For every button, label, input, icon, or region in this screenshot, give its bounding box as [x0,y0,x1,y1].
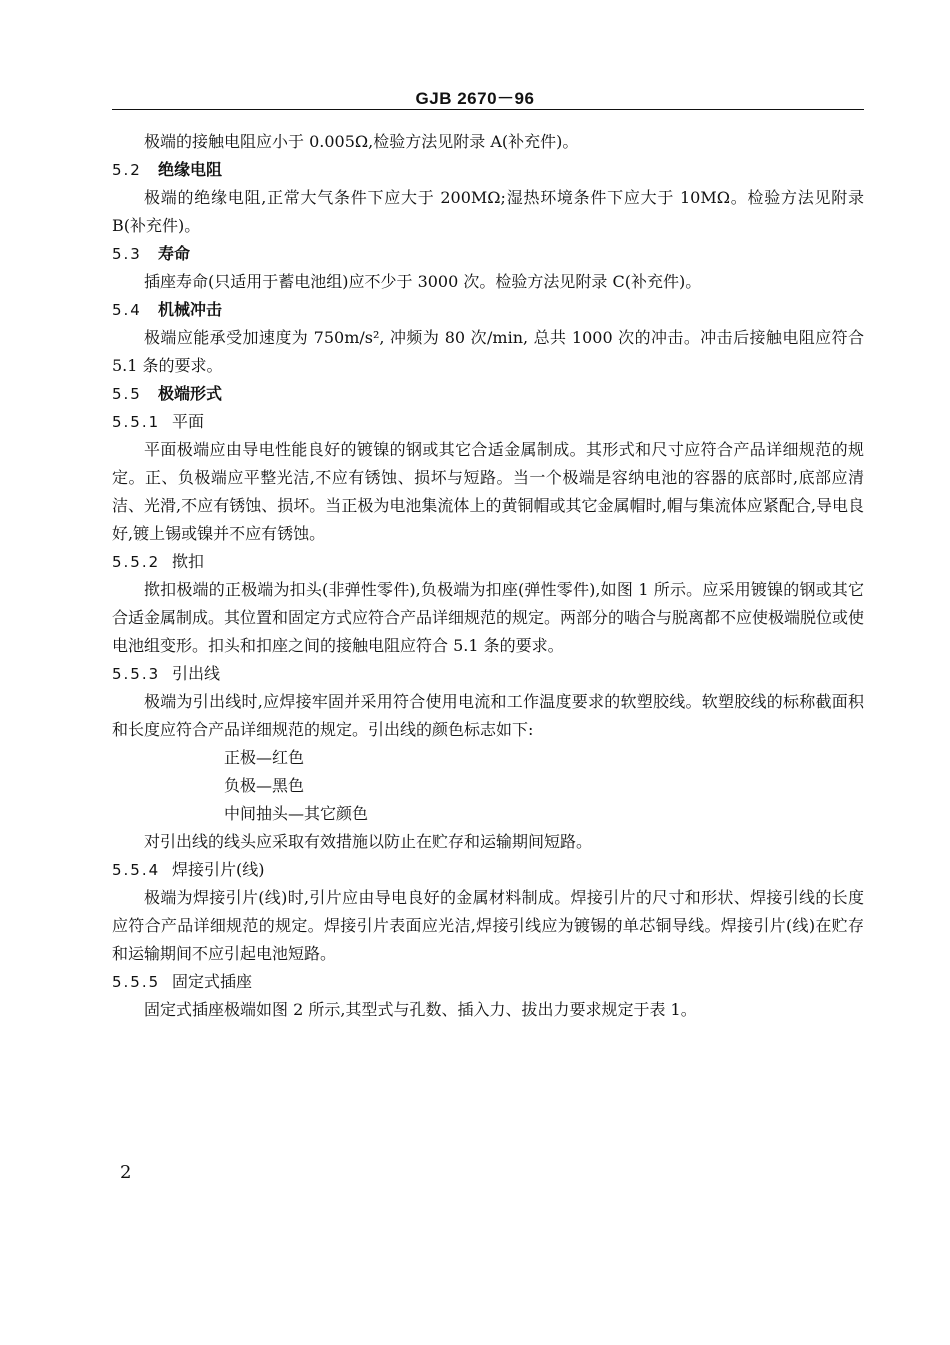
section-number: 5.2 [112,161,142,179]
color-item-tap: 中间抽头—其它颜色 [224,804,369,823]
section-5-5-heading [112,380,864,408]
section-5-5-3-heading [112,660,864,688]
paragraph-contact-resistance: 极端的接触电阻应小于 0.005Ω,检验方法见附录 A(补充件)。 [144,132,579,151]
section-title: 绝缘电阻 [158,160,223,179]
section-number: 5.3 [112,245,142,263]
paragraph-5-5-3: 极端为引出线时,应焊接牢固并采用符合使用电流和工作温度要求的软塑胶线。软塑胶线的标称截面积和长度应符合产品详细规范的规定。引出线的颜色标志如下: [112,692,864,739]
header-rule [112,109,864,110]
section-title: 揿扣 [172,552,205,571]
section-title: 机械冲击 [158,300,223,319]
section-number: 5.5.1 [112,413,161,431]
section-number: 5.5.2 [112,553,161,571]
section-5-5-1-heading [112,408,864,436]
section-title: 平面 [172,412,205,431]
section-title: 焊接引片(线) [172,860,265,879]
section-number: 5.5.5 [112,973,161,991]
page-content [112,128,864,1024]
color-item-negative: 负极—黑色 [224,776,305,795]
section-title: 引出线 [172,664,221,683]
paragraph-5-5-4: 极端为焊接引片(线)时,引片应由导电良好的金属材料制成。焊接引片的尺寸和形状、焊接引线的长度应符合产品详细规范的规定。焊接引片表面应光洁,焊接引线应为镀锡的单芯铜导线。焊接引片(线)在贮存和运输期间不应引起电池短路。 [112,888,864,963]
paragraph-5-2: 极端的绝缘电阻,正常大气条件下应大于 200MΩ;湿热环境条件下应大于 10MΩ。检验方法见附录 B(补充件)。 [112,188,864,235]
color-item-positive: 正极—红色 [224,748,305,767]
section-title: 寿命 [158,244,191,263]
page-number: 2 [120,1162,132,1183]
paragraph-5-5-2: 揿扣极端的正极端为扣头(非弹性零件),负极端为扣座(弹性零件),如图 1 所示。应采用镀镍的钢或其它合适金属制成。其位置和固定方式应符合产品详细规范的规定。两部分的啮合与脱离都不应使极端脱位或使电池组变形。扣头和扣座之间的接触电阻应符合 5.1 条的要求。 [112,580,865,655]
page-header: GJB 2670－96 [415,89,535,108]
section-number: 5.5.4 [112,861,161,879]
section-5-5-4-heading [112,856,864,884]
section-title: 固定式插座 [172,972,253,991]
paragraph-5-4: 极端应能承受加速度为 750m/s², 冲频为 80 次/min, 总共 1000 次的冲击。冲击后接触电阻应符合 5.1 条的要求。 [112,328,864,375]
paragraph-5-5-3-b: 对引出线的线头应采取有效措施以防止在贮存和运输期间短路。 [144,832,593,851]
section-number: 5.4 [112,301,142,319]
paragraph-5-3: 插座寿命(只适用于蓄电池组)应不少于 3000 次。检验方法见附录 C(补充件)。 [144,272,702,291]
section-5-2-heading [112,156,864,184]
paragraph-5-5-1: 平面极端应由导电性能良好的镀镍的钢或其它合适金属制成。其形式和尺寸应符合产品详细规范的规定。正、负极端应平整光洁,不应有锈蚀、损坏与短路。当一个极端是容纳电池的容器的底部时,底部应清洁、光滑,不应有锈蚀、损坏。当正极为电池集流体上的黄铜帽或其它金属帽时,帽与集流体应紧配合,导电良好,镀上锡或镍并不应有锈蚀。 [112,440,864,543]
section-number: 5.5 [112,385,142,403]
section-5-5-2-heading [112,548,864,576]
paragraph-5-5-5: 固定式插座极端如图 2 所示,其型式与孔数、插入力、拔出力要求规定于表 1。 [144,1000,697,1019]
section-5-3-heading [112,240,864,268]
section-title: 极端形式 [158,384,223,403]
section-number: 5.5.3 [112,665,161,683]
section-5-5-5-heading [112,968,864,996]
section-5-4-heading [112,296,864,324]
